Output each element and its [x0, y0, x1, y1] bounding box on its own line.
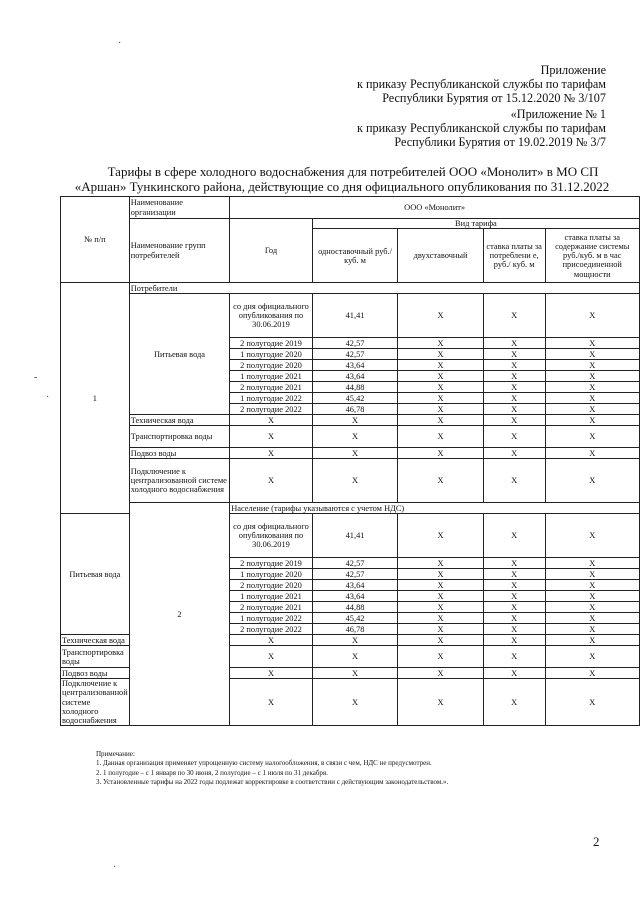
connection-label: Подключение к централизованной системе холодного водоснабжения: [62, 679, 128, 726]
period-cell: X: [230, 459, 313, 503]
consumption-rate-value: X: [483, 338, 545, 349]
tariff-table: [60, 196, 640, 726]
hdr-year: Год: [230, 219, 313, 283]
period-cell: со дня официального опубликования по 30.06.2019: [230, 514, 313, 558]
header-line-1: Приложение: [540, 63, 606, 77]
hdr-single-rate: одноставочный руб./ куб. м: [312, 229, 398, 283]
single-rate-value: 42,57: [312, 558, 398, 569]
scan-speck: ·: [46, 392, 50, 403]
maintenance-rate-value: X: [545, 371, 639, 382]
single-rate-value: 46,78: [312, 624, 398, 635]
maintenance-rate-value: X: [545, 459, 639, 503]
single-rate-value: 42,57: [312, 349, 398, 360]
group-heading: Население (тарифы указываются с учетом НДС): [230, 503, 640, 514]
maintenance-rate-value: X: [545, 580, 639, 591]
maintenance-rate-value: X: [545, 382, 639, 393]
maintenance-rate-value: X: [545, 360, 639, 371]
period-cell: X: [230, 426, 313, 448]
consumption-rate-value: X: [483, 448, 545, 459]
two-rate-value: X: [398, 558, 484, 569]
two-rate-value: X: [398, 338, 484, 349]
hdr-maintenance-rate: ставка платы за содержание системы руб./куб. м в час присоединенной мощности: [545, 229, 639, 283]
two-rate-value: X: [398, 602, 484, 613]
consumption-rate-value: X: [483, 426, 545, 448]
maintenance-rate-value: X: [545, 602, 639, 613]
two-rate-value: X: [398, 382, 484, 393]
two-rate-value: X: [398, 415, 484, 426]
consumption-rate-value: X: [483, 294, 545, 338]
consumption-rate-value: X: [483, 360, 545, 371]
period-cell: 1 полугодие 2020: [230, 569, 313, 580]
single-rate-value: 43,64: [312, 371, 398, 382]
note-item: 1. Данная организация применяет упрощенную систему налогообложения, в связи с чем, НДС не предусмотрен.: [96, 759, 432, 768]
note-item: 2. 1 полугодие – с 1 января по 30 июня, 2 полугодие – с 1 июля по 31 декабря.: [96, 768, 328, 777]
consumption-rate-value: X: [483, 679, 545, 726]
consumption-rate-value: X: [483, 459, 545, 503]
maintenance-rate-value: X: [545, 393, 639, 404]
hdr-consumption-rate: ставка платы за потреблени е, руб./ куб. м: [483, 229, 545, 283]
maintenance-rate-value: X: [545, 569, 639, 580]
hdr-number: № п/п: [61, 197, 130, 283]
single-rate-value: 43,64: [312, 360, 398, 371]
single-rate-value: 41,41: [312, 514, 398, 558]
maintenance-rate-value: X: [545, 679, 639, 726]
single-rate-value: X: [312, 646, 398, 668]
two-rate-value: X: [398, 624, 484, 635]
period-cell: 1 полугодие 2022: [230, 393, 313, 404]
notes: [96, 750, 448, 788]
maintenance-rate-value: X: [545, 338, 639, 349]
period-cell: 2 полугодие 2021: [230, 602, 313, 613]
consumption-rate-value: X: [483, 382, 545, 393]
two-rate-value: X: [398, 591, 484, 602]
single-rate-value: 45,42: [312, 393, 398, 404]
period-cell: 1 полугодие 2022: [230, 613, 313, 624]
technical-water-label: Техническая вода: [129, 415, 229, 426]
single-rate-value: 42,57: [312, 569, 398, 580]
single-rate-value: 45,42: [312, 613, 398, 624]
consumption-rate-value: X: [483, 591, 545, 602]
maintenance-rate-value: X: [545, 426, 639, 448]
period-cell: 1 полугодие 2020: [230, 349, 313, 360]
connection-label: Подключение к централизованной системе холодного водоснабжения: [129, 459, 229, 503]
page-number: 2: [593, 834, 600, 849]
two-rate-value: X: [398, 426, 484, 448]
period-cell: 2 полугодие 2020: [230, 360, 313, 371]
consumption-rate-value: X: [483, 624, 545, 635]
technical-water-label: Техническая вода: [61, 635, 130, 646]
scan-speck: -: [34, 372, 38, 383]
scan-speck: ·: [113, 862, 117, 873]
group-heading: Потребители: [129, 283, 639, 294]
two-rate-value: X: [398, 393, 484, 404]
two-rate-value: X: [398, 646, 484, 668]
two-rate-value: X: [398, 569, 484, 580]
two-rate-value: X: [398, 679, 484, 726]
two-rate-value: X: [398, 371, 484, 382]
maintenance-rate-value: X: [545, 294, 639, 338]
single-rate-value: X: [312, 448, 398, 459]
title-line-1: Тарифы в сфере холодного водоснабжения для потребителей ООО «Монолит» в МО СП: [107, 164, 599, 179]
consumption-rate-value: X: [483, 613, 545, 624]
hdr-organization-value: ООО «Монолит»: [230, 197, 640, 219]
single-rate-value: 41,41: [312, 294, 398, 338]
consumption-rate-value: X: [483, 558, 545, 569]
period-cell: X: [230, 668, 313, 679]
two-rate-value: X: [398, 459, 484, 503]
scan-speck: ·: [118, 38, 122, 49]
consumption-rate-value: X: [483, 514, 545, 558]
hdr-organization: Наименование организации: [129, 197, 229, 219]
period-cell: 2 полугодие 2022: [230, 404, 313, 415]
single-rate-value: X: [312, 679, 398, 726]
two-rate-value: X: [398, 668, 484, 679]
period-cell: со дня официального опубликования по 30.06.2019: [230, 294, 313, 338]
maintenance-rate-value: X: [545, 415, 639, 426]
period-cell: 1 полугодие 2021: [230, 591, 313, 602]
period-cell: 2 полугодие 2021: [230, 382, 313, 393]
hdr-consumer-groups: Наименование групп потребителей: [129, 219, 229, 283]
drinking-water-label: Питьевая вода: [129, 294, 229, 415]
water-transport-label: Транспортировка воды: [129, 426, 229, 448]
maintenance-rate-value: X: [545, 558, 639, 569]
period-cell: 2 полугодие 2020: [230, 580, 313, 591]
maintenance-rate-value: X: [545, 668, 639, 679]
consumption-rate-value: X: [483, 646, 545, 668]
maintenance-rate-value: X: [545, 404, 639, 415]
period-cell: 2 полугодие 2019: [230, 558, 313, 569]
hdr-two-rate: двухставочный: [398, 229, 484, 283]
consumption-rate-value: X: [483, 404, 545, 415]
single-rate-value: X: [312, 459, 398, 503]
two-rate-value: X: [398, 635, 484, 646]
two-rate-value: X: [398, 514, 484, 558]
maintenance-rate-value: X: [545, 448, 639, 459]
single-rate-value: 44,88: [312, 602, 398, 613]
header-line-6: Республики Бурятия от 19.02.2019 № 3/7: [394, 135, 606, 149]
maintenance-rate-value: X: [545, 514, 639, 558]
consumption-rate-value: X: [483, 602, 545, 613]
maintenance-rate-value: X: [545, 635, 639, 646]
two-rate-value: X: [398, 349, 484, 360]
two-rate-value: X: [398, 613, 484, 624]
period-cell: X: [230, 646, 313, 668]
period-cell: X: [230, 415, 313, 426]
title-line-2: «Аршан» Тункинского района, действующие со дня официального опубликования по 31.12.2022: [74, 179, 610, 194]
single-rate-value: X: [312, 426, 398, 448]
two-rate-value: X: [398, 448, 484, 459]
water-transport-label: Транспортировка воды: [61, 646, 130, 668]
maintenance-rate-value: X: [545, 591, 639, 602]
hdr-tariff-type: Вид тарифа: [312, 219, 639, 229]
consumption-rate-value: X: [483, 569, 545, 580]
two-rate-value: X: [398, 404, 484, 415]
period-cell: 2 полугодие 2019: [230, 338, 313, 349]
maintenance-rate-value: X: [545, 624, 639, 635]
two-rate-value: X: [398, 294, 484, 338]
single-rate-value: X: [312, 415, 398, 426]
single-rate-value: 43,64: [312, 591, 398, 602]
water-delivery-label: Подвоз воды: [129, 448, 229, 459]
row-number: 1: [61, 283, 130, 514]
period-cell: X: [230, 679, 313, 726]
two-rate-value: X: [398, 580, 484, 591]
note-item: 3. Установленные тарифы на 2022 годы подлежат корректировке в соответствии с действующим законодательством.».: [96, 778, 449, 787]
maintenance-rate-value: X: [545, 349, 639, 360]
header-line-4: «Приложение № 1: [510, 107, 606, 121]
maintenance-rate-value: X: [545, 646, 639, 668]
maintenance-rate-value: X: [545, 613, 639, 624]
single-rate-value: 42,57: [312, 338, 398, 349]
consumption-rate-value: X: [483, 635, 545, 646]
water-delivery-label: Подвоз воды: [61, 668, 130, 679]
single-rate-value: X: [312, 668, 398, 679]
period-cell: X: [230, 448, 313, 459]
period-cell: X: [230, 635, 313, 646]
drinking-water-label: Питьевая вода: [61, 514, 130, 635]
consumption-rate-value: X: [483, 415, 545, 426]
consumption-rate-value: X: [483, 393, 545, 404]
consumption-rate-value: X: [483, 668, 545, 679]
consumption-rate-value: X: [483, 371, 545, 382]
single-rate-value: 44,88: [312, 382, 398, 393]
consumption-rate-value: X: [483, 580, 545, 591]
notes-heading: Примечание:: [96, 750, 135, 758]
period-cell: 2 полугодие 2022: [230, 624, 313, 635]
row-number: 2: [129, 503, 229, 726]
header-line-3: Республики Бурятия от 15.12.2020 № 3/107: [382, 91, 606, 105]
two-rate-value: X: [398, 360, 484, 371]
period-cell: 1 полугодие 2021: [230, 371, 313, 382]
consumption-rate-value: X: [483, 349, 545, 360]
header-line-2: к приказу Республиканской службы по тарифам: [357, 77, 606, 91]
header-line-5: к приказу Республиканской службы по тарифам: [357, 121, 606, 135]
single-rate-value: X: [312, 635, 398, 646]
single-rate-value: 46,78: [312, 404, 398, 415]
single-rate-value: 43,64: [312, 580, 398, 591]
